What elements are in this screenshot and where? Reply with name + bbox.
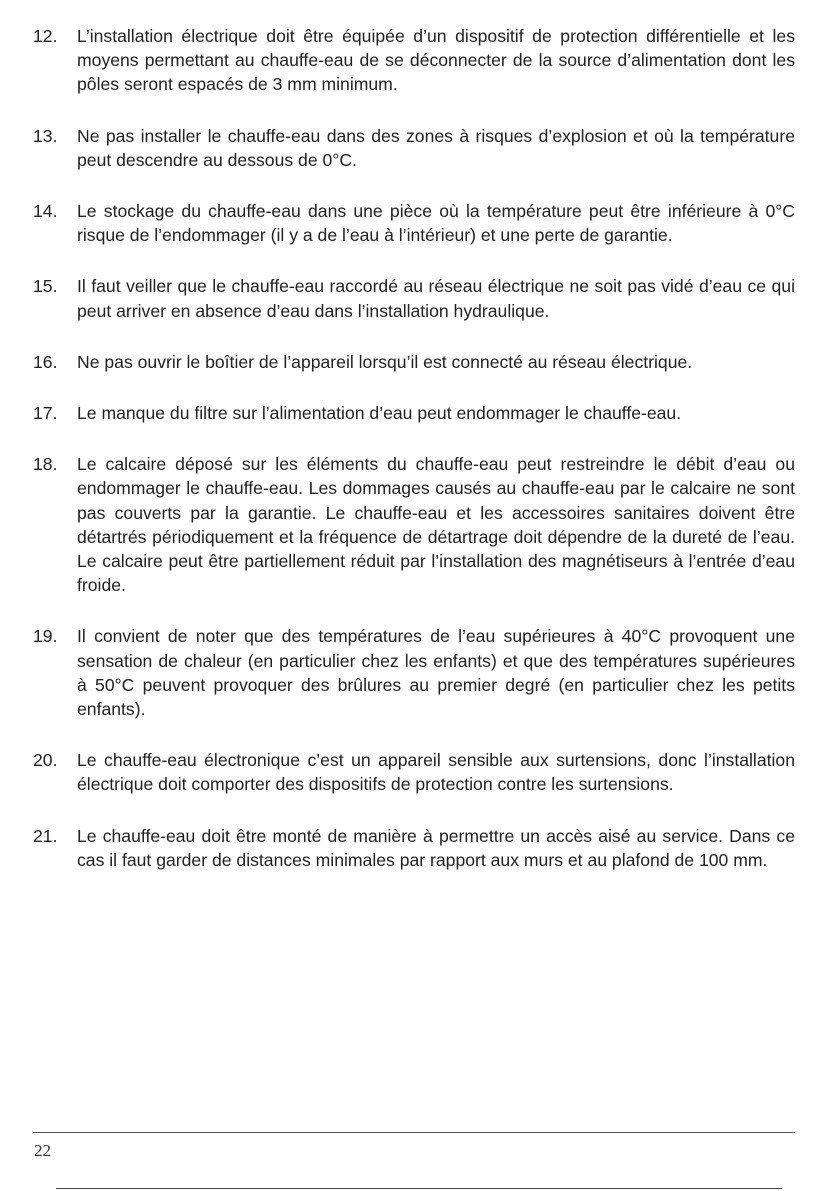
list-item: [33, 401, 795, 425]
list-item: [33, 199, 795, 247]
list-item: [33, 124, 795, 172]
list-item: [33, 824, 795, 872]
item-number: 13.: [33, 125, 58, 146]
item-text: Le calcaire déposé sur les éléments du chauffe-eau peut restreindre le débit d’eau ou endommager le chauffe-eau. Les dommages causés au chauffe-eau par le calcaire ne sont pas couverts par la garantie. Le chauffe-eau et les accessoires sanitaires doivent être détartrés périodiquement et la fréquence de détartrage doit dépendre de la dureté de l’eau. Le calcaire peut être partiellement réduit par l’installation des magnétiseurs à l’entrée d’eau froide.: [77, 454, 795, 596]
list-item: [33, 748, 795, 796]
page-number: 22: [34, 1141, 51, 1160]
bottom-divider: [56, 1188, 782, 1189]
list-item: [33, 24, 795, 97]
item-text: Le stockage du chauffe-eau dans une pièce où la température peut être inférieure à 0°C risque de l’endommager (il y a de l’eau à l’intérieur) et une perte de garantie.: [77, 201, 795, 246]
item-number: 16.: [33, 351, 58, 372]
item-text: L’installation électrique doit être équipée d’un dispositif de protection différentielle et les moyens permettant au chauffe-eau de se déconnecter de la source d’alimentation dont les pôles seront espacés de 3 mm minimum.: [77, 26, 795, 95]
list-item: [33, 274, 795, 322]
item-text: Ne pas installer le chauffe-eau dans des zones à risques d’explosion et où la température peut descendre au dessous de 0°C.: [77, 125, 795, 170]
item-number: 15.: [33, 276, 58, 297]
footer-divider: [33, 1132, 795, 1133]
item-number: 12.: [33, 26, 58, 46]
safety-instructions-list: [33, 24, 795, 899]
item-number: 20.: [33, 750, 58, 771]
list-item: [33, 452, 795, 597]
list-item: [33, 624, 795, 721]
item-text: Le chauffe-eau doit être monté de manière à permettre un accès aisé au service. Dans ce cas il faut garder de distances minimales par rapport aux murs et au plafond de 100 mm.: [77, 825, 795, 870]
item-number: 19.: [33, 626, 58, 647]
item-text: Il convient de noter que des températures de l’eau supérieures à 40°C provoquent une sensation de chaleur (en particulier chez les enfants) et que des températures supérieures à 50°C peuvent provoquer des brûlures au premier degré (en particulier chez les petits enfants).: [77, 626, 795, 720]
item-text: Le chauffe-eau électronique c’est un appareil sensible aux surtensions, donc l’installation électrique doit comporter des dispositifs de protection contre les surtensions.: [77, 750, 795, 795]
item-text: Ne pas ouvrir le boîtier de l’appareil lorsqu’il est connecté au réseau électrique.: [77, 351, 693, 372]
item-number: 17.: [33, 403, 58, 424]
item-text: Le manque du filtre sur l’alimentation d’eau peut endommager le chauffe-eau.: [77, 403, 682, 424]
list-item: [33, 350, 795, 374]
item-number: 21.: [33, 825, 58, 846]
item-text: Il faut veiller que le chauffe-eau raccordé au réseau électrique ne soit pas vidé d’eau ce qui peut arriver en absence d’eau dans l’installation hydraulique.: [77, 276, 795, 321]
item-number: 18.: [33, 454, 58, 475]
item-number: 14.: [33, 201, 58, 222]
